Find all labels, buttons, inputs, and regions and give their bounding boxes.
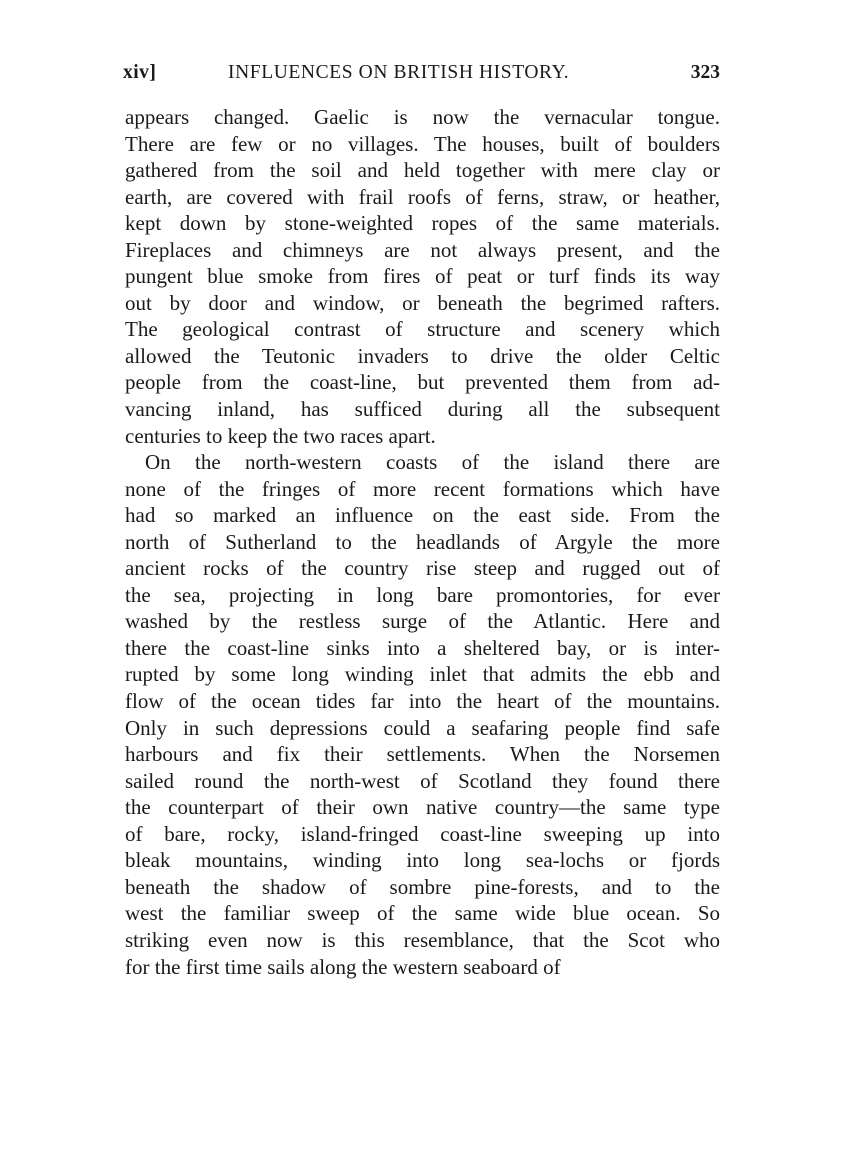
text-line: beneath the shadow of sombre pine-forests, and to the	[125, 874, 720, 899]
text-line: flow of the ocean tides far into the heart of the mountains.	[125, 689, 720, 714]
text-line: north of Sutherland to the headlands of Argyle the more	[125, 529, 720, 554]
text-line: On the north-western coasts of the island there are	[145, 450, 720, 475]
running-head	[123, 62, 720, 88]
paragraph	[125, 449, 720, 980]
text-line: out by door and window, or beneath the begrimed rafters.	[125, 290, 720, 315]
text-line: The geological contrast of structure and scenery which	[125, 317, 720, 342]
text-line: vancing inland, has sufficed during all the subsequent	[125, 397, 720, 422]
text-line: people from the coast-line, but prevented them from ad-	[125, 370, 720, 395]
text-line: harbours and fix their settlements. When the Norsemen	[125, 742, 720, 767]
text-line: allowed the Teutonic invaders to drive the older Celtic	[125, 343, 720, 368]
text-line: west the familiar sweep of the same wide blue ocean. So	[125, 901, 720, 926]
paragraph	[125, 104, 720, 449]
text-line: bleak mountains, winding into long sea-lochs or fjords	[125, 848, 720, 873]
body-text	[125, 104, 720, 980]
text-line: pungent blue smoke from fires of peat or turf finds its way	[125, 264, 720, 289]
text-line: ancient rocks of the country rise steep and rugged out of	[125, 556, 720, 581]
text-line: Fireplaces and chimneys are not always present, and the	[125, 237, 720, 262]
text-line: the counterpart of their own native country—the same type	[125, 795, 720, 820]
text-line: none of the fringes of more recent formations which have	[125, 476, 720, 501]
text-line: There are few or no villages. The houses, built of boulders	[125, 131, 720, 156]
text-line: had so marked an influence on the east side. From the	[125, 503, 720, 528]
running-title: INFLUENCES ON BRITISH HISTORY.	[228, 62, 570, 83]
text-line: centuries to keep the two races apart.	[125, 423, 436, 448]
text-line: kept down by stone-weighted ropes of the same materials.	[125, 211, 720, 236]
chapter-number: xiv]	[123, 62, 157, 83]
text-line: the sea, projecting in long bare promontories, for ever	[125, 582, 720, 607]
text-line: sailed round the north-west of Scotland they found there	[125, 768, 720, 793]
text-line: rupted by some long winding inlet that admits the ebb and	[125, 662, 720, 687]
text-line: appears changed. Gaelic is now the vernacular tongue.	[125, 105, 720, 129]
text-line: striking even now is this resemblance, that the Scot who	[125, 927, 720, 952]
text-line: earth, are covered with frail roofs of ferns, straw, or heather,	[125, 184, 720, 209]
text-line: Only in such depressions could a seafaring people find safe	[125, 715, 720, 740]
text-line: of bare, rocky, island-fringed coast-line sweeping up into	[125, 821, 720, 846]
text-line: for the first time sails along the western seaboard of	[125, 954, 561, 979]
text-line: there the coast-line sinks into a sheltered bay, or is inter-	[125, 635, 720, 660]
page-number: 323	[690, 62, 720, 83]
text-line: gathered from the soil and held together with mere clay or	[125, 158, 720, 183]
text-line: washed by the restless surge of the Atlantic. Here and	[125, 609, 720, 634]
